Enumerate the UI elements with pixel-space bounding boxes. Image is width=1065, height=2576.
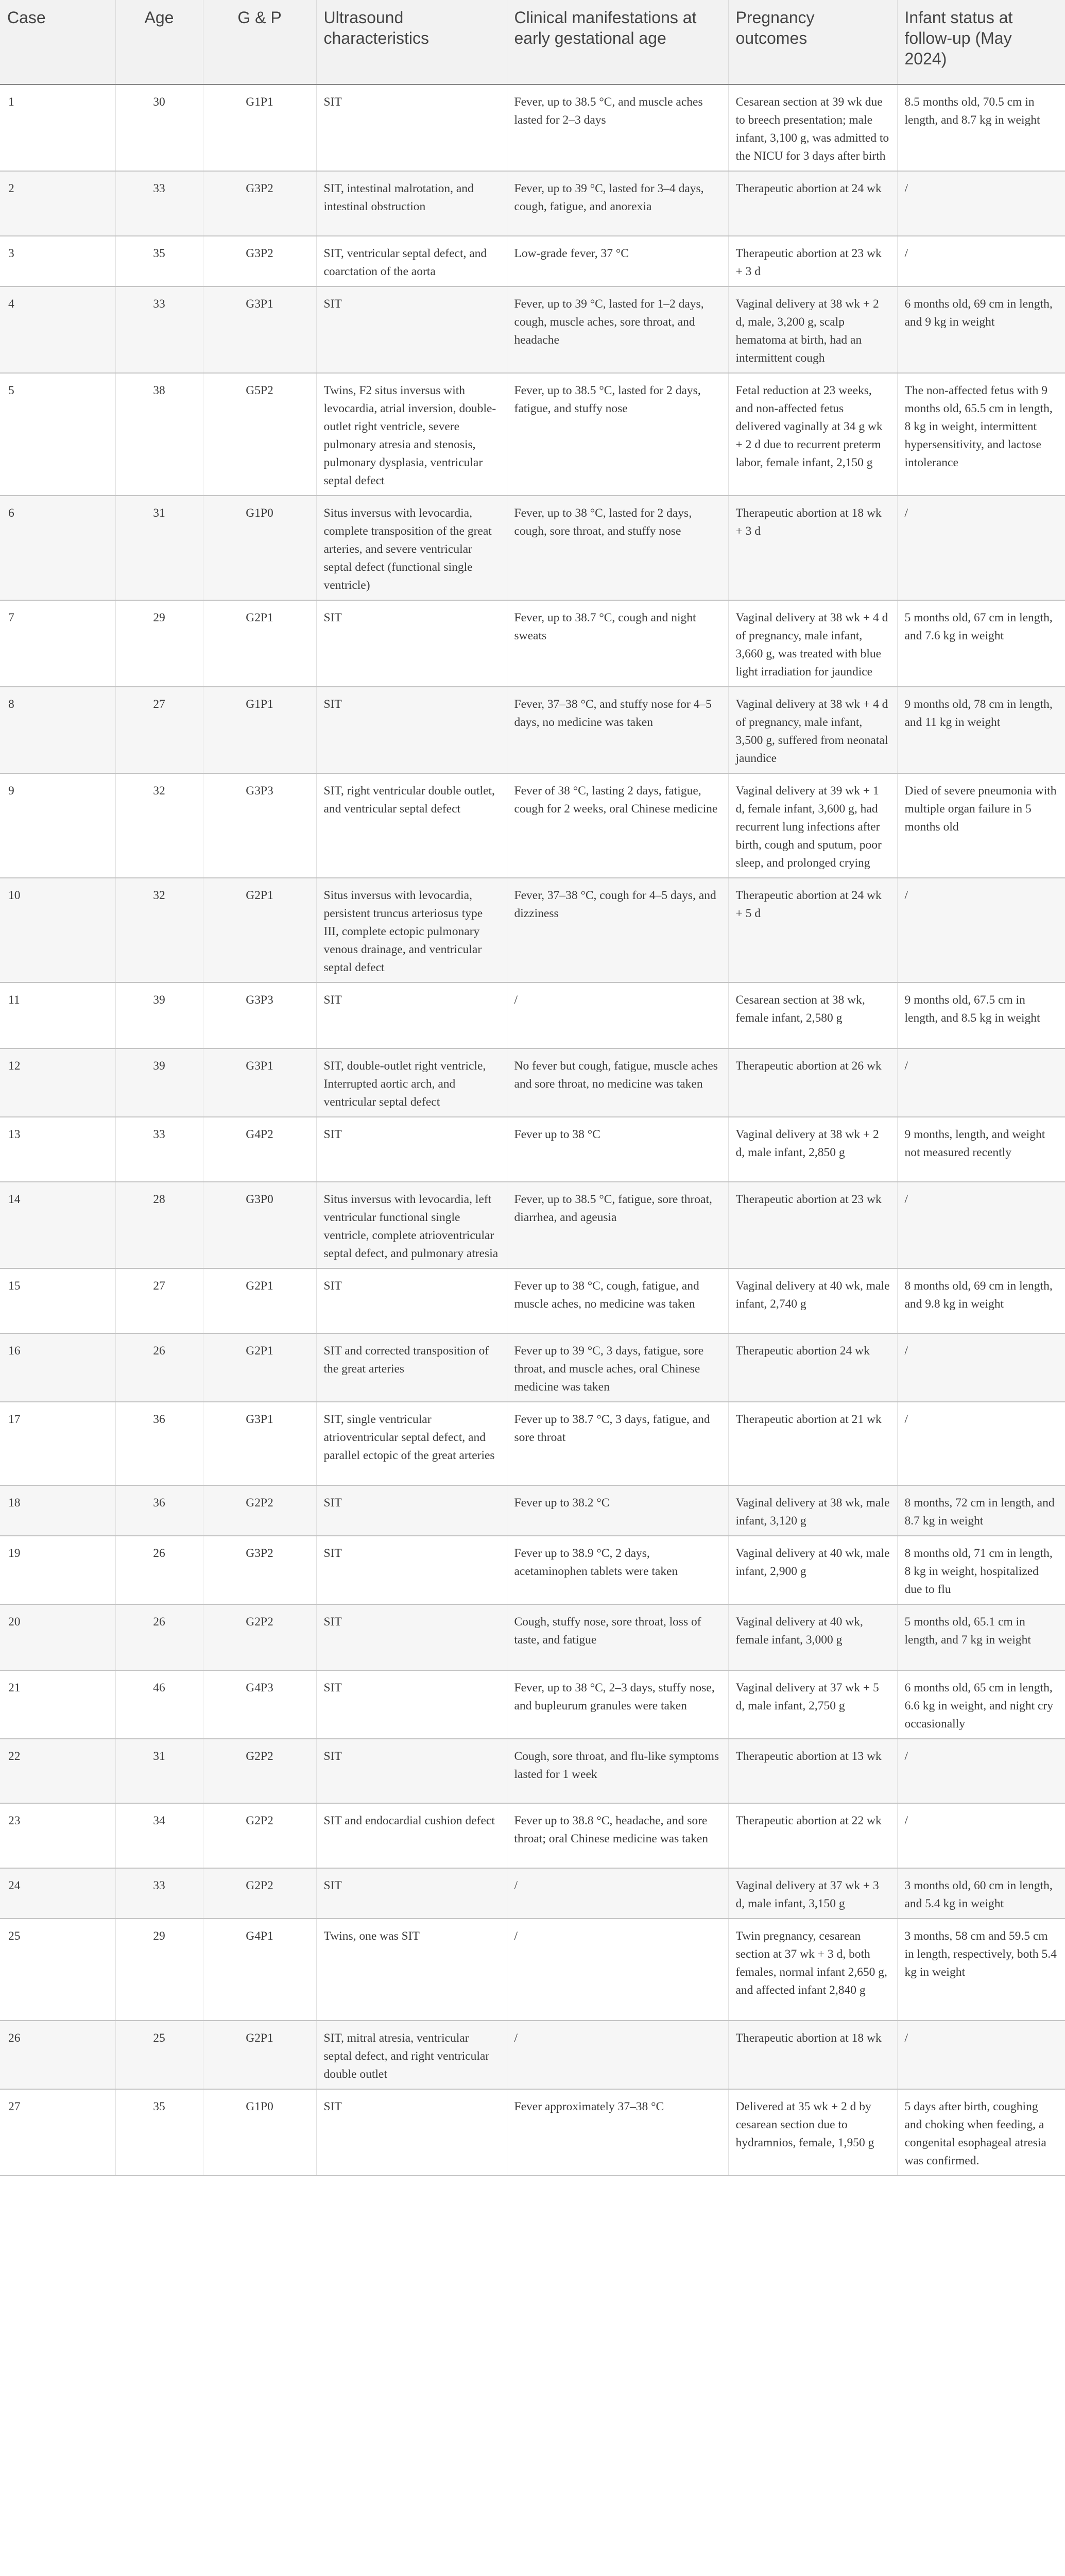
ultrasound-cell: SIT <box>316 1485 507 1536</box>
clinical-cell: Fever, up to 38.5 °C, fatigue, sore throat, diarrhea, and ageusia <box>507 1182 728 1268</box>
age-cell: 26 <box>115 1333 203 1402</box>
ultrasound-cell: SIT, right ventricular double outlet, and ventricular septal defect <box>316 773 507 878</box>
gravidity-parity-cell: G4P3 <box>203 1670 316 1739</box>
ultrasound-cell: Situs inversus with levocardia, left ventricular functional single ventricle, complete atrioventricular septal defect, and pulmonary atresia <box>316 1182 507 1268</box>
case-number: 15 <box>0 1268 115 1333</box>
infant-status-cell: 9 months old, 78 cm in length, and 11 kg in weight <box>897 687 1065 773</box>
case-number: 24 <box>0 1868 115 1919</box>
ultrasound-cell: SIT and corrected transposition of the great arteries <box>316 1333 507 1402</box>
pregnancy-outcome-cell: Cesarean section at 39 wk due to breech presentation; male infant, 3,100 g, was admitted to the NICU for 3 days after birth <box>728 84 897 171</box>
infant-status-cell: The non-affected fetus with 9 months old, 65.5 cm in length, 8 kg in weight, intermittent hypersensitivity, and lactose intolerance <box>897 373 1065 496</box>
table-row <box>0 1536 1065 1604</box>
pregnancy-outcome-cell: Vaginal delivery at 40 wk, female infant, 3,000 g <box>728 1604 897 1670</box>
clinical-cell: Fever, up to 38.7 °C, cough and night sweats <box>507 600 728 687</box>
age-cell: 35 <box>115 236 203 286</box>
infant-status-cell: 5 months old, 65.1 cm in length, and 7 kg in weight <box>897 1604 1065 1670</box>
clinical-cell: Fever, up to 38.5 °C, and muscle aches lasted for 2–3 days <box>507 84 728 171</box>
table-row <box>0 2089 1065 2176</box>
table-row <box>0 687 1065 773</box>
infant-status-cell: 6 months old, 69 cm in length, and 9 kg in weight <box>897 286 1065 373</box>
clinical-cell: Fever, up to 38.5 °C, lasted for 2 days, fatigue, and stuffy nose <box>507 373 728 496</box>
gravidity-parity-cell: G3P1 <box>203 1402 316 1485</box>
ultrasound-cell: SIT <box>316 1670 507 1739</box>
case-number: 21 <box>0 1670 115 1739</box>
age-cell: 25 <box>115 2021 203 2089</box>
table-row <box>0 1333 1065 1402</box>
gravidity-parity-cell: G2P2 <box>203 1604 316 1670</box>
gravidity-parity-cell: G2P1 <box>203 2021 316 2089</box>
header-age: Age <box>115 0 203 84</box>
infant-status-cell: 8 months old, 69 cm in length, and 9.8 kg in weight <box>897 1268 1065 1333</box>
gravidity-parity-cell: G2P2 <box>203 1803 316 1868</box>
infant-status-cell: 8 months, 72 cm in length, and 8.7 kg in weight <box>897 1485 1065 1536</box>
table-row <box>0 1048 1065 1117</box>
age-cell: 29 <box>115 1919 203 2021</box>
clinical-cell: / <box>507 1868 728 1919</box>
gravidity-parity-cell: G3P3 <box>203 982 316 1048</box>
table-row <box>0 773 1065 878</box>
clinical-cell: / <box>507 1919 728 2021</box>
gravidity-parity-cell: G5P2 <box>203 373 316 496</box>
table-body <box>0 84 1065 2176</box>
ultrasound-cell: SIT and endocardial cushion defect <box>316 1803 507 1868</box>
pregnancy-outcome-cell: Therapeutic abortion at 23 wk + 3 d <box>728 236 897 286</box>
pregnancy-outcome-cell: Therapeutic abortion at 13 wk <box>728 1739 897 1803</box>
ultrasound-cell: SIT, ventricular septal defect, and coarctation of the aorta <box>316 236 507 286</box>
gravidity-parity-cell: G3P1 <box>203 286 316 373</box>
ultrasound-cell: Twins, one was SIT <box>316 1919 507 2021</box>
clinical-cell: Fever approximately 37–38 °C <box>507 2089 728 2176</box>
infant-status-cell: 8 months old, 71 cm in length, 8 kg in weight, hospitalized due to flu <box>897 1536 1065 1604</box>
clinical-cell: Fever up to 38.8 °C, headache, and sore throat; oral Chinese medicine was taken <box>507 1803 728 1868</box>
gravidity-parity-cell: G2P1 <box>203 600 316 687</box>
ultrasound-cell: SIT, double-outlet right ventricle, Interrupted aortic arch, and ventricular septal defect <box>316 1048 507 1117</box>
case-number: 7 <box>0 600 115 687</box>
case-number: 22 <box>0 1739 115 1803</box>
pregnancy-outcome-cell: Vaginal delivery at 37 wk + 3 d, male infant, 3,150 g <box>728 1868 897 1919</box>
header-infant: Infant status at follow-up (May 2024) <box>897 0 1065 84</box>
case-number: 2 <box>0 171 115 236</box>
case-number: 12 <box>0 1048 115 1117</box>
clinical-cell: Fever, 37–38 °C, and stuffy nose for 4–5 days, no medicine was taken <box>507 687 728 773</box>
case-number: 9 <box>0 773 115 878</box>
ultrasound-cell: SIT <box>316 1536 507 1604</box>
age-cell: 28 <box>115 1182 203 1268</box>
gravidity-parity-cell: G3P0 <box>203 1182 316 1268</box>
case-number: 3 <box>0 236 115 286</box>
pregnancy-outcome-cell: Therapeutic abortion at 21 wk <box>728 1402 897 1485</box>
infant-status-cell: 9 months, length, and weight not measured recently <box>897 1117 1065 1182</box>
pregnancy-outcome-cell: Vaginal delivery at 38 wk + 2 d, male, 3,200 g, scalp hematoma at birth, had an intermittent cough <box>728 286 897 373</box>
age-cell: 46 <box>115 1670 203 1739</box>
case-number: 4 <box>0 286 115 373</box>
ultrasound-cell: SIT, mitral atresia, ventricular septal defect, and right ventricular double outlet <box>316 2021 507 2089</box>
ultrasound-cell: SIT <box>316 1604 507 1670</box>
gravidity-parity-cell: G2P2 <box>203 1868 316 1919</box>
age-cell: 27 <box>115 1268 203 1333</box>
table-row <box>0 1670 1065 1739</box>
infant-status-cell: / <box>897 171 1065 236</box>
table-row <box>0 982 1065 1048</box>
table-row <box>0 2021 1065 2089</box>
clinical-cell: Fever of 38 °C, lasting 2 days, fatigue, cough for 2 weeks, oral Chinese medicine <box>507 773 728 878</box>
infant-status-cell: 6 months old, 65 cm in length, 6.6 kg in weight, and night cry occasionally <box>897 1670 1065 1739</box>
table-row <box>0 236 1065 286</box>
case-number: 27 <box>0 2089 115 2176</box>
ultrasound-cell: SIT, single ventricular atrioventricular septal defect, and parallel ectopic of the great arteries <box>316 1402 507 1485</box>
gravidity-parity-cell: G1P0 <box>203 496 316 600</box>
age-cell: 27 <box>115 687 203 773</box>
infant-status-cell: / <box>897 1402 1065 1485</box>
case-number: 16 <box>0 1333 115 1402</box>
case-number: 19 <box>0 1536 115 1604</box>
clinical-cell: Fever up to 38 °C <box>507 1117 728 1182</box>
age-cell: 26 <box>115 1536 203 1604</box>
pregnancy-outcome-cell: Vaginal delivery at 38 wk + 2 d, male infant, 2,850 g <box>728 1117 897 1182</box>
case-number: 23 <box>0 1803 115 1868</box>
gravidity-parity-cell: G2P2 <box>203 1739 316 1803</box>
case-number: 17 <box>0 1402 115 1485</box>
table-row <box>0 1117 1065 1182</box>
age-cell: 35 <box>115 2089 203 2176</box>
clinical-cell: Fever, up to 38 °C, lasted for 2 days, cough, sore throat, and stuffy nose <box>507 496 728 600</box>
case-number: 8 <box>0 687 115 773</box>
pregnancy-outcome-cell: Cesarean section at 38 wk, female infant, 2,580 g <box>728 982 897 1048</box>
pregnancy-outcome-cell: Therapeutic abortion at 18 wk + 3 d <box>728 496 897 600</box>
age-cell: 36 <box>115 1402 203 1485</box>
infant-status-cell: / <box>897 1182 1065 1268</box>
gravidity-parity-cell: G2P1 <box>203 1268 316 1333</box>
gravidity-parity-cell: G2P1 <box>203 1333 316 1402</box>
ultrasound-cell: SIT <box>316 600 507 687</box>
clinical-cell: Fever up to 38.7 °C, 3 days, fatigue, and sore throat <box>507 1402 728 1485</box>
clinical-cell: Cough, stuffy nose, sore throat, loss of taste, and fatigue <box>507 1604 728 1670</box>
clinical-cell: Cough, sore throat, and flu-like symptoms lasted for 1 week <box>507 1739 728 1803</box>
case-number: 1 <box>0 84 115 171</box>
table-row <box>0 1268 1065 1333</box>
ultrasound-cell: SIT, intestinal malrotation, and intestinal obstruction <box>316 171 507 236</box>
table-row <box>0 373 1065 496</box>
table-row <box>0 1402 1065 1485</box>
case-number: 11 <box>0 982 115 1048</box>
ultrasound-cell: SIT <box>316 2089 507 2176</box>
table-header <box>0 0 1065 84</box>
infant-status-cell: / <box>897 1739 1065 1803</box>
ultrasound-cell: SIT <box>316 1117 507 1182</box>
ultrasound-cell: SIT <box>316 1739 507 1803</box>
infant-status-cell: 8.5 months old, 70.5 cm in length, and 8.7 kg in weight <box>897 84 1065 171</box>
pregnancy-outcome-cell: Vaginal delivery at 38 wk + 4 d of pregnancy, male infant, 3,500 g, suffered from neonatal jaundice <box>728 687 897 773</box>
clinical-cell: / <box>507 982 728 1048</box>
pregnancy-outcome-cell: Vaginal delivery at 40 wk, male infant, 2,900 g <box>728 1536 897 1604</box>
pregnancy-outcome-cell: Vaginal delivery at 38 wk, male infant, 3,120 g <box>728 1485 897 1536</box>
table-row <box>0 1739 1065 1803</box>
pregnancy-outcome-cell: Therapeutic abortion at 24 wk <box>728 171 897 236</box>
ultrasound-cell: SIT <box>316 687 507 773</box>
table-row <box>0 286 1065 373</box>
table-row <box>0 1182 1065 1268</box>
header-ultrasound: Ultrasound characteristics <box>316 0 507 84</box>
infant-status-cell: 5 days after birth, coughing and choking when feeding, a congenital esophageal atresia was confirmed. <box>897 2089 1065 2176</box>
ultrasound-cell: SIT <box>316 1868 507 1919</box>
gravidity-parity-cell: G2P1 <box>203 878 316 982</box>
age-cell: 33 <box>115 1117 203 1182</box>
ultrasound-cell: Twins, F2 situs inversus with levocardia, atrial inversion, double-outlet right ventricle, severe pulmonary atresia and stenosis, pulmonary dysplasia, ventricular septal defect <box>316 373 507 496</box>
clinical-cell: Fever, up to 39 °C, lasted for 3–4 days, cough, fatigue, and anorexia <box>507 171 728 236</box>
case-number: 13 <box>0 1117 115 1182</box>
table-row <box>0 1919 1065 2021</box>
infant-status-cell: 9 months old, 67.5 cm in length, and 8.5 kg in weight <box>897 982 1065 1048</box>
clinical-cell: Fever, up to 38 °C, 2–3 days, stuffy nose, and bupleurum granules were taken <box>507 1670 728 1739</box>
case-number: 10 <box>0 878 115 982</box>
age-cell: 34 <box>115 1803 203 1868</box>
table-row <box>0 1604 1065 1670</box>
infant-status-cell: / <box>897 1048 1065 1117</box>
age-cell: 31 <box>115 1739 203 1803</box>
pregnancy-outcome-cell: Vaginal delivery at 40 wk, male infant, 2,740 g <box>728 1268 897 1333</box>
pregnancy-outcome-cell: Therapeutic abortion at 24 wk + 5 d <box>728 878 897 982</box>
clinical-cell: Fever up to 38.2 °C <box>507 1485 728 1536</box>
age-cell: 31 <box>115 496 203 600</box>
case-number: 14 <box>0 1182 115 1268</box>
clinical-cell: Low-grade fever, 37 °C <box>507 236 728 286</box>
age-cell: 32 <box>115 773 203 878</box>
ultrasound-cell: Situs inversus with levocardia, complete transposition of the great arteries, and severe ventricular septal defect (functional single ventricle) <box>316 496 507 600</box>
gravidity-parity-cell: G3P2 <box>203 171 316 236</box>
pregnancy-outcome-cell: Therapeutic abortion 24 wk <box>728 1333 897 1402</box>
clinical-cell: Fever up to 39 °C, 3 days, fatigue, sore throat, and muscle aches, oral Chinese medicine was taken <box>507 1333 728 1402</box>
gravidity-parity-cell: G1P0 <box>203 2089 316 2176</box>
clinical-cell: Fever up to 38.9 °C, 2 days, acetaminophen tablets were taken <box>507 1536 728 1604</box>
header-case: Case <box>0 0 115 84</box>
infant-status-cell: / <box>897 236 1065 286</box>
age-cell: 36 <box>115 1485 203 1536</box>
header-clinical: Clinical manifestations at early gestational age <box>507 0 728 84</box>
age-cell: 29 <box>115 600 203 687</box>
pregnancy-outcome-cell: Delivered at 35 wk + 2 d by cesarean section due to hydramnios, female, 1,950 g <box>728 2089 897 2176</box>
gravidity-parity-cell: G3P1 <box>203 1048 316 1117</box>
header-row <box>0 0 1065 84</box>
age-cell: 39 <box>115 1048 203 1117</box>
age-cell: 33 <box>115 286 203 373</box>
case-number: 6 <box>0 496 115 600</box>
table-row <box>0 84 1065 171</box>
gravidity-parity-cell: G3P3 <box>203 773 316 878</box>
age-cell: 33 <box>115 1868 203 1919</box>
ultrasound-cell: SIT <box>316 982 507 1048</box>
age-cell: 32 <box>115 878 203 982</box>
age-cell: 30 <box>115 84 203 171</box>
gravidity-parity-cell: G4P2 <box>203 1117 316 1182</box>
case-number: 18 <box>0 1485 115 1536</box>
infant-status-cell: / <box>897 878 1065 982</box>
infant-status-cell: / <box>897 2021 1065 2089</box>
ultrasound-cell: SIT <box>316 286 507 373</box>
pregnancy-outcome-cell: Vaginal delivery at 38 wk + 4 d of pregnancy, male infant, 3,660 g, was treated with blue light irradiation for jaundice <box>728 600 897 687</box>
infant-status-cell: / <box>897 1333 1065 1402</box>
table-row <box>0 1868 1065 1919</box>
gravidity-parity-cell: G2P2 <box>203 1485 316 1536</box>
gravidity-parity-cell: G4P1 <box>203 1919 316 2021</box>
infant-status-cell: 5 months old, 67 cm in length, and 7.6 kg in weight <box>897 600 1065 687</box>
table-row <box>0 171 1065 236</box>
infant-status-cell: / <box>897 496 1065 600</box>
clinical-cell: No fever but cough, fatigue, muscle aches and sore throat, no medicine was taken <box>507 1048 728 1117</box>
pregnancy-outcome-cell: Vaginal delivery at 39 wk + 1 d, female infant, 3,600 g, had recurrent lung infections after birth, cough and sputum, poor sleep, and prolonged crying <box>728 773 897 878</box>
case-number: 26 <box>0 2021 115 2089</box>
ultrasound-cell: SIT <box>316 1268 507 1333</box>
table-row <box>0 1485 1065 1536</box>
header-pregnancy: Pregnancy outcomes <box>728 0 897 84</box>
pregnancy-outcome-cell: Vaginal delivery at 37 wk + 5 d, male infant, 2,750 g <box>728 1670 897 1739</box>
case-number: 25 <box>0 1919 115 2021</box>
pregnancy-outcome-cell: Therapeutic abortion at 26 wk <box>728 1048 897 1117</box>
table-row <box>0 496 1065 600</box>
age-cell: 33 <box>115 171 203 236</box>
table-row <box>0 878 1065 982</box>
gravidity-parity-cell: G1P1 <box>203 84 316 171</box>
pregnancy-outcome-cell: Fetal reduction at 23 weeks, and non-affected fetus delivered vaginally at 34 g wk + 2 d due to recurrent preterm labor, female infant, 2,150 g <box>728 373 897 496</box>
infant-status-cell: Died of severe pneumonia with multiple organ failure in 5 months old <box>897 773 1065 878</box>
gravidity-parity-cell: G3P2 <box>203 1536 316 1604</box>
table-row <box>0 1803 1065 1868</box>
header-gp: G & P <box>203 0 316 84</box>
case-number: 20 <box>0 1604 115 1670</box>
ultrasound-cell: SIT <box>316 84 507 171</box>
clinical-cell: Fever, 37–38 °C, cough for 4–5 days, and dizziness <box>507 878 728 982</box>
gravidity-parity-cell: G1P1 <box>203 687 316 773</box>
age-cell: 26 <box>115 1604 203 1670</box>
clinical-cell: Fever, up to 39 °C, lasted for 1–2 days, cough, muscle aches, sore throat, and headache <box>507 286 728 373</box>
pregnancy-outcome-cell: Therapeutic abortion at 18 wk <box>728 2021 897 2089</box>
pregnancy-outcome-cell: Therapeutic abortion at 23 wk <box>728 1182 897 1268</box>
age-cell: 39 <box>115 982 203 1048</box>
infant-status-cell: 3 months, 58 cm and 59.5 cm in length, respectively, both 5.4 kg in weight <box>897 1919 1065 2021</box>
pregnancy-outcome-cell: Twin pregnancy, cesarean section at 37 wk + 3 d, both females, normal infant 2,650 g, and affected infant 2,840 g <box>728 1919 897 2021</box>
case-number: 5 <box>0 373 115 496</box>
gravidity-parity-cell: G3P2 <box>203 236 316 286</box>
age-cell: 38 <box>115 373 203 496</box>
clinical-cell: Fever up to 38 °C, cough, fatigue, and muscle aches, no medicine was taken <box>507 1268 728 1333</box>
clinical-cell: / <box>507 2021 728 2089</box>
ultrasound-cell: Situs inversus with levocardia, persistent truncus arteriosus type III, complete ectopic pulmonary venous drainage, and ventricular septal defect <box>316 878 507 982</box>
table-row <box>0 600 1065 687</box>
infant-status-cell: / <box>897 1803 1065 1868</box>
infant-status-cell: 3 months old, 60 cm in length, and 5.4 kg in weight <box>897 1868 1065 1919</box>
pregnancy-outcome-cell: Therapeutic abortion at 22 wk <box>728 1803 897 1868</box>
